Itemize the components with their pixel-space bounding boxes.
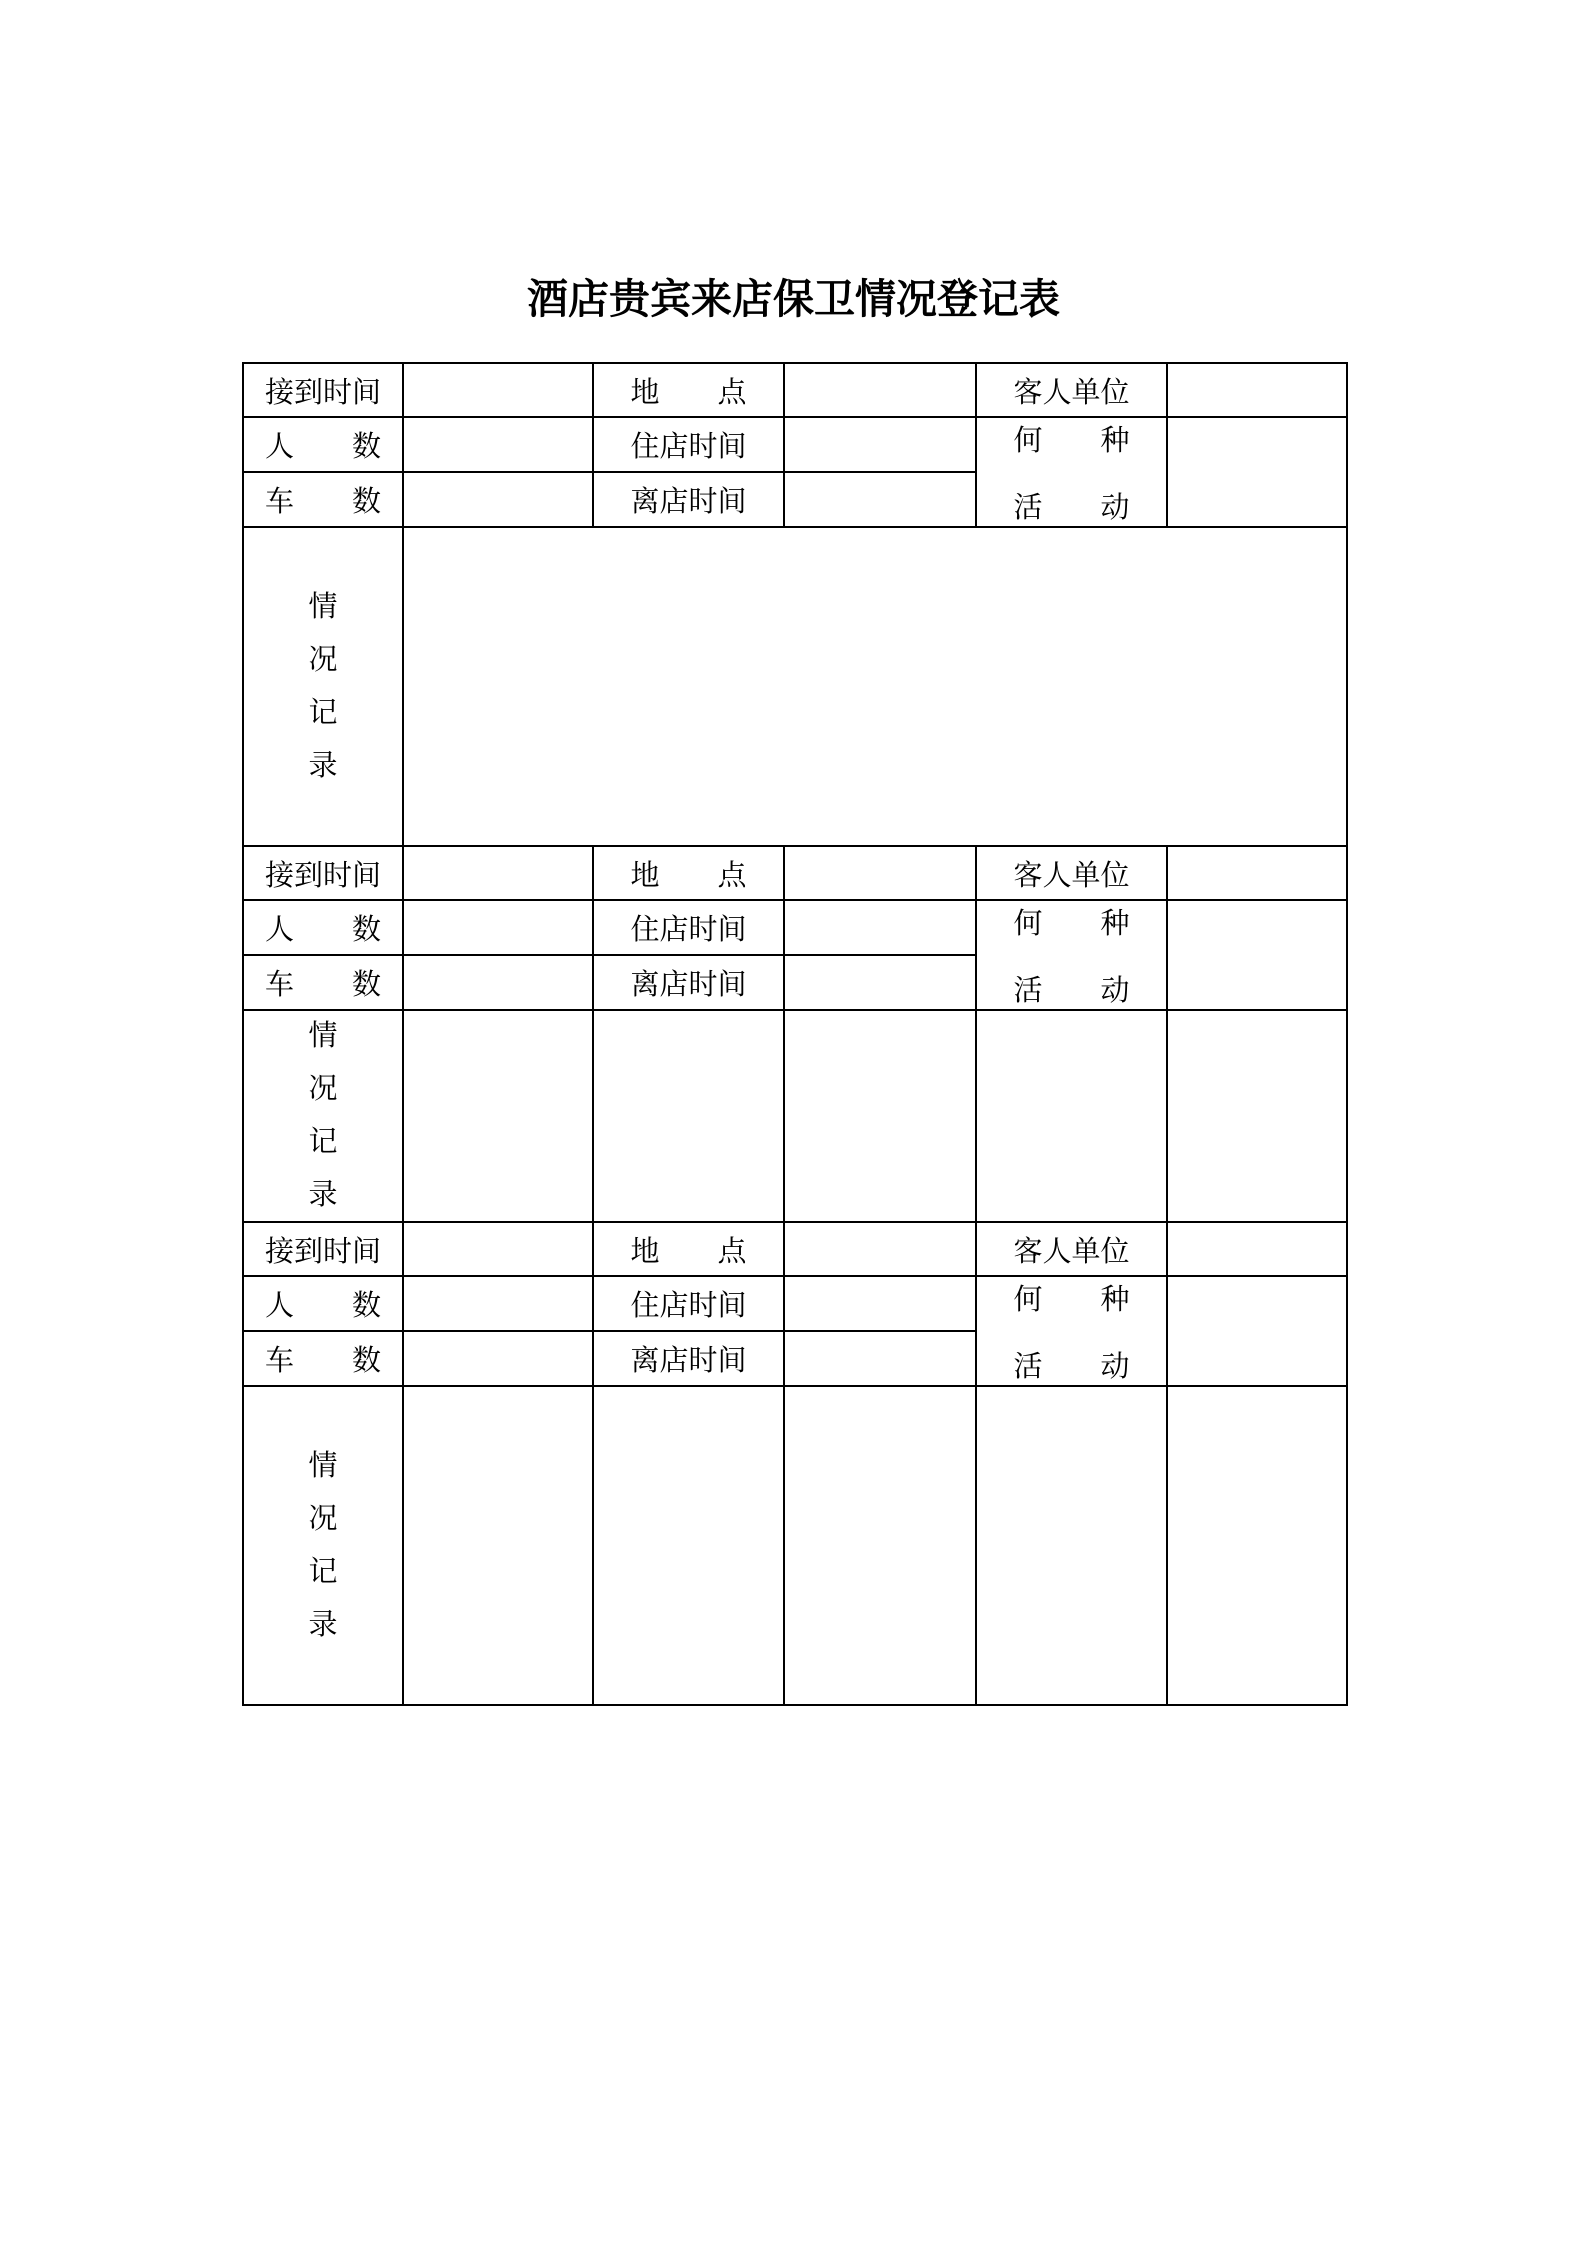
label-guest-unit: 客人单位	[976, 363, 1167, 417]
label-activity-line-1: 何 种	[1013, 425, 1130, 457]
field-vehicle-count[interactable]	[403, 955, 593, 1010]
field-checkin-time[interactable]	[784, 900, 976, 955]
field-receive-time[interactable]	[403, 363, 593, 417]
record-label-char: 况	[308, 1073, 338, 1105]
record-label-char: 况	[308, 643, 338, 676]
field-location[interactable]	[784, 846, 976, 900]
label-vehicle-count: 车 数	[243, 1331, 403, 1386]
label-people-count: 人 数	[243, 1276, 403, 1331]
field-checkout-time[interactable]	[784, 472, 976, 527]
field-guest-unit[interactable]	[1167, 363, 1347, 417]
label-checkin-time: 住店时间	[593, 1276, 784, 1331]
section-2-record-row	[243, 1010, 1347, 1222]
field-situation-record-col-2[interactable]	[593, 1010, 784, 1222]
field-people-count[interactable]	[403, 1276, 593, 1331]
field-situation-record-col-4[interactable]	[976, 1010, 1167, 1222]
record-label-char: 情	[308, 590, 338, 623]
label-activity-line-2: 活 动	[1013, 975, 1130, 1007]
field-situation-record-col-5[interactable]	[1167, 1010, 1347, 1222]
record-label-char: 情	[308, 1020, 338, 1052]
label-checkout-time: 离店时间	[593, 1331, 784, 1386]
label-situation-record	[243, 1010, 403, 1222]
section-3-row-1	[243, 1222, 1347, 1276]
field-situation-record-col-5[interactable]	[1167, 1386, 1347, 1705]
label-receive-time: 接到时间	[243, 363, 403, 417]
field-people-count[interactable]	[403, 900, 593, 955]
label-activity-type	[976, 1276, 1167, 1386]
field-guest-unit[interactable]	[1167, 1222, 1347, 1276]
label-activity-line-1: 何 种	[1013, 1284, 1130, 1316]
section-3-row-2	[243, 1276, 1347, 1331]
page-title: 酒店贵宾来店保卫情况登记表	[527, 276, 1060, 322]
record-label-char: 记	[308, 696, 338, 729]
field-people-count[interactable]	[403, 417, 593, 472]
field-situation-record-col-2[interactable]	[593, 1386, 784, 1705]
field-vehicle-count[interactable]	[403, 472, 593, 527]
section-1-record-row	[243, 527, 1347, 846]
label-activity-line-2: 活 动	[1013, 492, 1130, 524]
registration-table	[242, 362, 1348, 1706]
field-situation-record-col-3[interactable]	[784, 1386, 976, 1705]
record-label-char: 记	[308, 1555, 338, 1588]
field-activity-type[interactable]	[1167, 900, 1347, 1010]
label-activity-type	[976, 417, 1167, 527]
section-3-record-row	[243, 1386, 1347, 1705]
label-location: 地 点	[593, 846, 784, 900]
field-situation-record-col-1[interactable]	[403, 1010, 593, 1222]
label-people-count: 人 数	[243, 900, 403, 955]
field-checkout-time[interactable]	[784, 955, 976, 1010]
field-receive-time[interactable]	[403, 1222, 593, 1276]
label-checkin-time: 住店时间	[593, 900, 784, 955]
label-guest-unit: 客人单位	[976, 846, 1167, 900]
section-1-row-1	[243, 363, 1347, 417]
label-checkout-time: 离店时间	[593, 472, 784, 527]
record-label-char: 情	[308, 1449, 338, 1482]
section-2-row-1	[243, 846, 1347, 900]
field-location[interactable]	[784, 1222, 976, 1276]
label-receive-time: 接到时间	[243, 846, 403, 900]
label-checkin-time: 住店时间	[593, 417, 784, 472]
field-checkin-time[interactable]	[784, 417, 976, 472]
label-guest-unit: 客人单位	[976, 1222, 1167, 1276]
label-situation-record	[243, 1386, 403, 1705]
field-checkin-time[interactable]	[784, 1276, 976, 1331]
field-location[interactable]	[784, 363, 976, 417]
field-situation-record-col-4[interactable]	[976, 1386, 1167, 1705]
record-label-char: 况	[308, 1502, 338, 1535]
label-activity-line-1: 何 种	[1013, 908, 1130, 940]
field-activity-type[interactable]	[1167, 417, 1347, 527]
label-receive-time: 接到时间	[243, 1222, 403, 1276]
label-situation-record	[243, 527, 403, 846]
section-2-row-2	[243, 900, 1347, 955]
label-vehicle-count: 车 数	[243, 472, 403, 527]
label-activity-type	[976, 900, 1167, 1010]
label-checkout-time: 离店时间	[593, 955, 784, 1010]
record-label-char: 录	[308, 749, 338, 782]
label-location: 地 点	[593, 363, 784, 417]
field-guest-unit[interactable]	[1167, 846, 1347, 900]
field-vehicle-count[interactable]	[403, 1331, 593, 1386]
field-situation-record-col-1[interactable]	[403, 1386, 593, 1705]
record-label-char: 录	[308, 1608, 338, 1641]
field-activity-type[interactable]	[1167, 1276, 1347, 1386]
field-situation-record-col-3[interactable]	[784, 1010, 976, 1222]
field-checkout-time[interactable]	[784, 1331, 976, 1386]
record-label-char: 录	[308, 1179, 338, 1211]
label-vehicle-count: 车 数	[243, 955, 403, 1010]
label-activity-line-2: 活 动	[1013, 1351, 1130, 1383]
field-situation-record[interactable]	[403, 527, 1347, 846]
field-receive-time[interactable]	[403, 846, 593, 900]
section-1-row-2	[243, 417, 1347, 472]
label-people-count: 人 数	[243, 417, 403, 472]
label-location: 地 点	[593, 1222, 784, 1276]
record-label-char: 记	[308, 1126, 338, 1158]
